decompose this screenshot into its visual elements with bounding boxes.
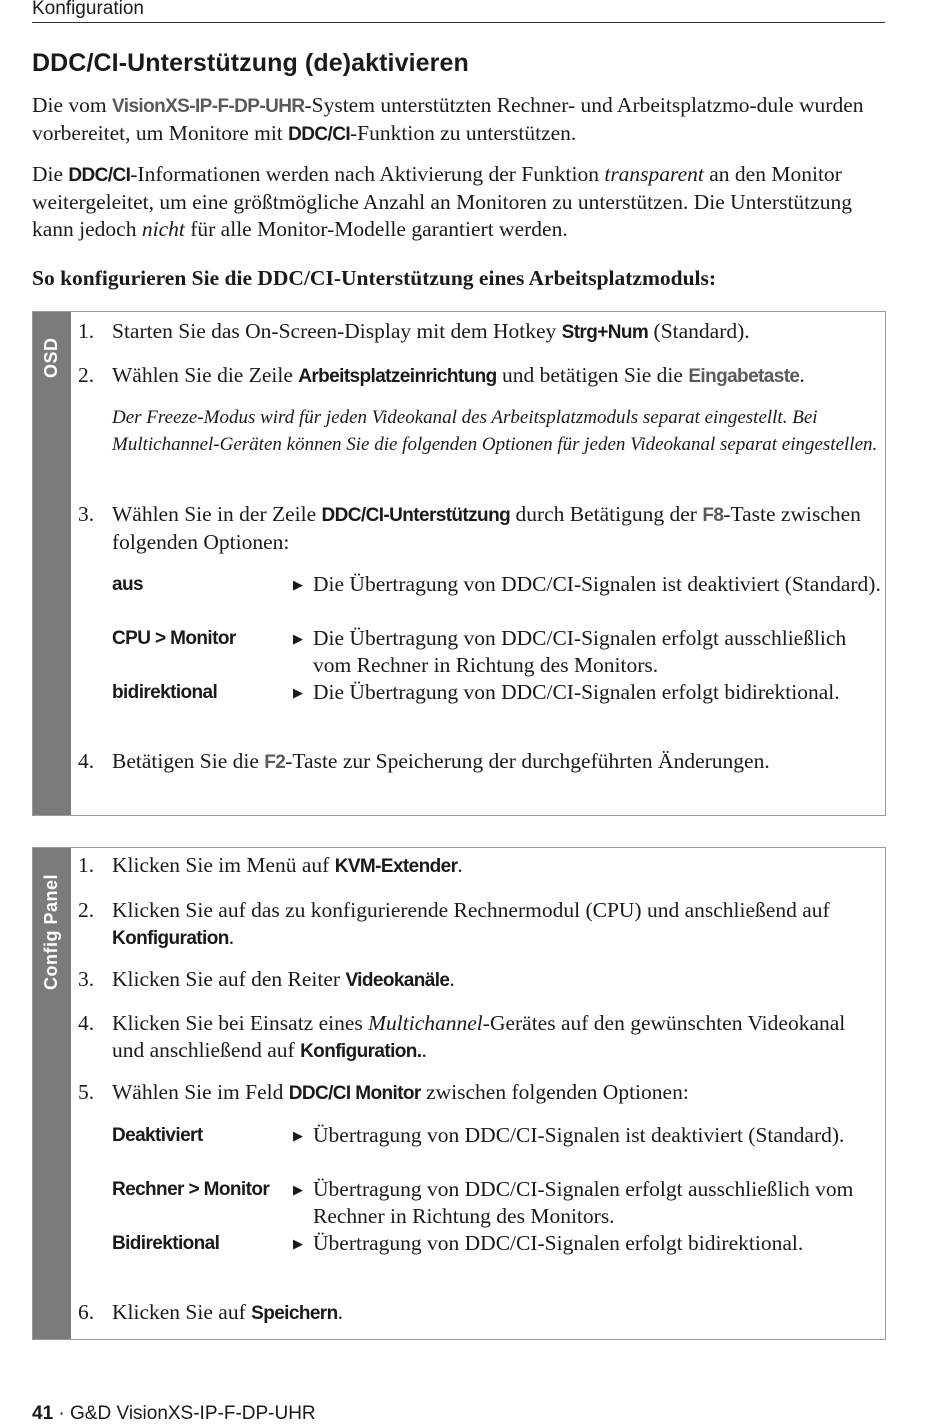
osd-tab-label: OSD — [41, 337, 61, 378]
config-panel-tab — [33, 848, 71, 1339]
osd-step-2: 2. Wählen Sie die Zeile Arbeitsplatzeinrichtung und betätigen Sie die Eingabetaste. — [78, 363, 805, 387]
menu-term: Videokanäle — [345, 970, 450, 991]
key-name: F2 — [264, 752, 286, 773]
ddc-term: DDC/CI — [288, 124, 350, 145]
triangle-right-icon: ▶ — [293, 1236, 303, 1251]
cp-step-3: 3. Klicken Sie auf den Reiter Videokanäle. — [78, 967, 455, 991]
cp-step-6: 6. Klicken Sie auf Speichern. — [78, 1300, 343, 1324]
option-row: bidirektional ▶ Die Übertragung von DDC/CI-Signalen erfolgt bidirektional. — [112, 680, 840, 704]
option-row: Deaktiviert ▶ Übertragung von DDC/CI-Signalen ist deaktiviert (Standard). — [112, 1123, 845, 1147]
page-title: DDC/CI-Unterstützung (de)aktivieren — [32, 49, 469, 77]
triangle-right-icon: ▶ — [293, 685, 303, 700]
footer-product: G&D VisionXS-IP-F-DP-UHR — [70, 1403, 316, 1424]
field-name: DDC/CI Monitor — [288, 1083, 421, 1104]
option-row: Bidirektional ▶ Übertragung von DDC/CI-Signalen erfolgt bidirektional. — [112, 1231, 804, 1255]
cp-step-1: 1. Klicken Sie im Menü auf KVM-Extender. — [78, 853, 463, 877]
ddc-term: DDC/CI — [68, 165, 131, 186]
intro-paragraph-2: Die DDC/CI-Informationen werden nach Aktivierung der Funktion transparent an den Monitor weitergeleitet, um eine größtmögliche Anzahl an Monitoren zu unterstützen. Die Unterstützung kann jedoch nicht für alle Monitor-Modelle garantiert werden. — [32, 162, 852, 241]
cp-step-2: 2. Klicken Sie auf das zu konfigurierende Rechnermodul (CPU) und anschließend auf Konfiguration. — [78, 898, 830, 949]
page-number: 41 — [32, 1403, 54, 1424]
product-name: VisionXS-IP-F-DP-UHR — [112, 96, 305, 117]
intro-paragraph-1: Die vom VisionXS-IP-F-DP-UHR-System unterstützten Rechner- und Arbeitsplatzmo-dule wurden vorbereitet, um Monitore mit DDC/CI-Funktion zu unterstützen. — [32, 93, 864, 145]
menu-term: Arbeitsplatzeinrichtung — [298, 366, 497, 387]
triangle-right-icon: ▶ — [293, 631, 303, 646]
menu-term: Konfiguration — [112, 928, 229, 949]
config-panel-tab-label: Config Panel — [41, 873, 61, 990]
option-row: Rechner > Monitor ▶ Übertragung von DDC/CI-Signalen erfolgt ausschließlich vom Rechner in Richtung des Monitors. — [112, 1177, 854, 1228]
menu-term: Konfiguration. — [300, 1041, 422, 1062]
osd-step-4: 4. Betätigen Sie die F2-Taste zur Speicherung der durchgeführten Änderungen. — [78, 749, 770, 773]
triangle-right-icon: ▶ — [293, 1182, 303, 1197]
option-row: CPU > Monitor ▶ Die Übertragung von DDC/CI-Signalen erfolgt ausschließlich vom Rechner in Richtung des Monitors. — [112, 626, 847, 677]
page-footer: 41 · G&D VisionXS-IP-F-DP-UHR — [32, 1403, 316, 1424]
osd-step-1: 1. Starten Sie das On-Screen-Display mit dem Hotkey Strg+Num (Standard). — [78, 319, 750, 343]
menu-term: KVM-Extender — [334, 856, 458, 877]
key-name: Eingabetaste — [688, 366, 800, 387]
button-term: Speichern — [251, 1303, 338, 1324]
osd-note: Der Freeze-Modus wird für jeden Videokanal des Arbeitsplatzmoduls separat eingestellt. Bei Multichannel-Geräten können Sie die folgenden Optionen für jeden Videokanal separat eingestellen. — [112, 407, 878, 455]
osd-step-3: 3. Wählen Sie in der Zeile DDC/CI-Unterstützung durch Betätigung der F8-Taste zwischen folgenden Optionen: — [78, 502, 861, 554]
triangle-right-icon: ▶ — [293, 1128, 303, 1143]
running-head: Konfiguration — [32, 0, 885, 23]
menu-term: DDC/CI-Unterstützung — [321, 505, 511, 526]
procedure-heading: So konfigurieren Sie die DDC/CI-Unterstützung eines Arbeitsplatzmoduls: — [32, 266, 717, 290]
hotkey: Strg+Num — [561, 322, 649, 343]
key-name: F8 — [702, 505, 724, 526]
cp-step-4: 4. Klicken Sie bei Einsatz eines Multichannel-Gerätes auf den gewünschten Videokanal und anschließend auf Konfiguration.. — [78, 1011, 846, 1062]
osd-tab — [33, 312, 71, 815]
cp-step-5: 5. Wählen Sie im Feld DDC/CI Monitor zwischen folgenden Optionen: — [78, 1080, 689, 1104]
option-row: aus ▶ Die Übertragung von DDC/CI-Signalen ist deaktiviert (Standard). — [112, 572, 881, 596]
triangle-right-icon: ▶ — [293, 577, 303, 592]
